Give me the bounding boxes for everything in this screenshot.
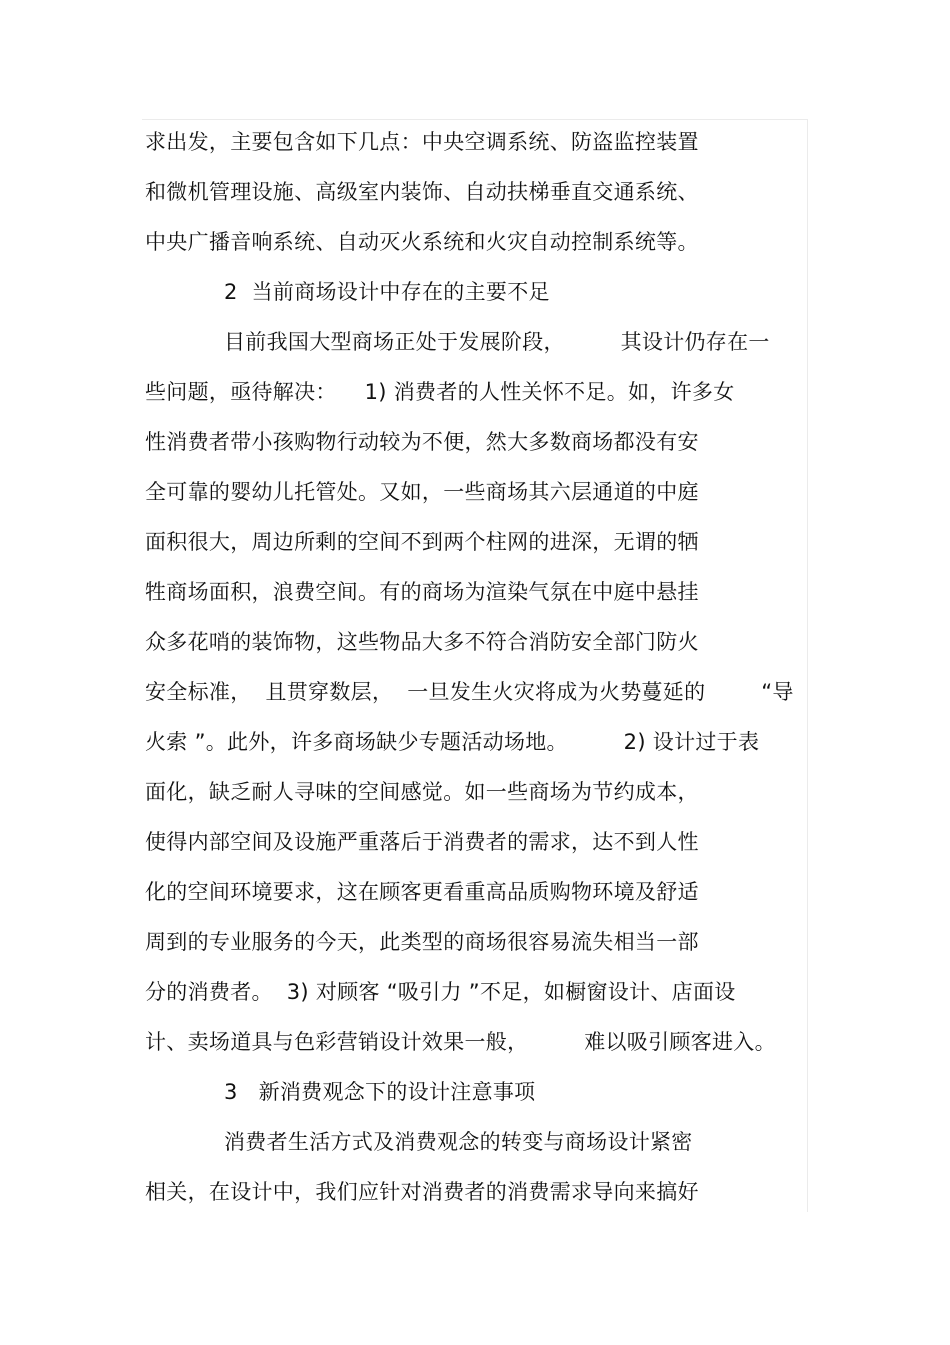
text-line: 求出发，主要包含如下几点：中央空调系统、防盗监控装置 xyxy=(145,130,699,154)
paragraph-start: 目前我国大型商场正处于发展阶段， 其设计仍存在一 xyxy=(224,330,770,354)
text-line: 中央广播音响系统、自动灭火系统和火灾自动控制系统等。 xyxy=(145,230,699,254)
text-line: 性消费者带小孩购物行动较为不便，然大多数商场都没有安 xyxy=(145,430,699,454)
section-heading: 3 新消费观念下的设计注意事项 xyxy=(224,1080,536,1104)
text-line: 面积很大，周边所剩的空间不到两个柱网的进深，无谓的牺 xyxy=(145,530,699,554)
text-line: 和微机管理设施、高级室内装饰、自动扶梯垂直交通系统、 xyxy=(145,180,699,204)
text-line: 化的空间环境要求，这在顾客更看重高品质购物环境及舒适 xyxy=(145,880,699,904)
text-line: 相关，在设计中，我们应针对消费者的消费需求导向来搞好 xyxy=(145,1180,699,1204)
text-line: 牲商场面积，浪费空间。有的商场为渲染气氛在中庭中悬挂 xyxy=(145,580,699,604)
text-line: 些问题，亟待解决： 1) 消费者的人性关怀不足。如，许多女 xyxy=(145,380,735,404)
text-line: 周到的专业服务的今天，此类型的商场很容易流失相当一部 xyxy=(145,930,699,954)
text-line: 面化，缺乏耐人寻味的空间感觉。如一些商场为节约成本， xyxy=(145,780,699,804)
text-line: 众多花哨的装饰物，这些物品大多不符合消防安全部门防火 xyxy=(145,630,699,654)
text-line: 使得内部空间及设施严重落后于消费者的需求，达不到人性 xyxy=(145,830,699,854)
paragraph-start: 消费者生活方式及消费观念的转变与商场设计紧密 xyxy=(224,1130,693,1154)
text-line: 分的消费者。 3) 对顾客 “吸引力 ”不足，如橱窗设计、店面设 xyxy=(145,980,736,1004)
text-line: 计、卖场道具与色彩营销设计效果一般， 难以吸引顾客进入。 xyxy=(145,1030,776,1054)
section-heading: 2 当前商场设计中存在的主要不足 xyxy=(224,280,550,304)
text-line: 火索 ”。此外，许多商场缺少专题活动场地。 2) 设计过于表 xyxy=(145,730,760,754)
text-line: 全可靠的婴幼儿托管处。又如，一些商场其六层通道的中庭 xyxy=(145,480,699,504)
text-line: 安全标准， 且贯穿数层， 一旦发生火灾将成为火势蔓延的 “导 xyxy=(145,680,794,704)
